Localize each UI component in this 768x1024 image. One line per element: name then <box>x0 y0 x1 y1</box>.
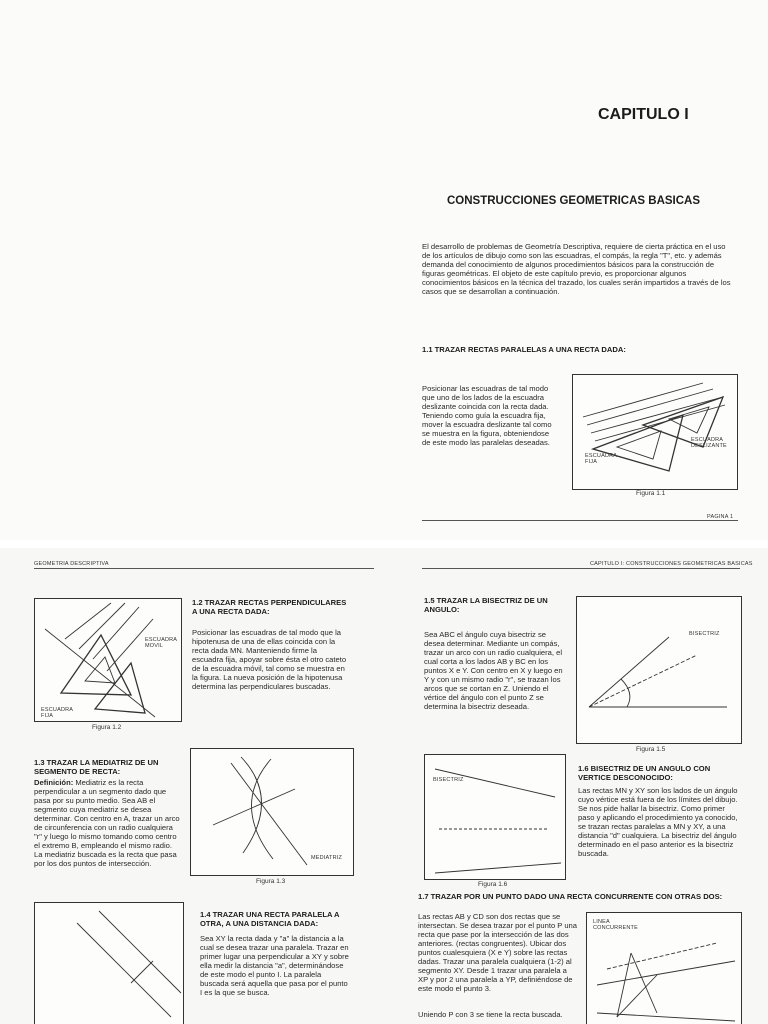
section-title: CONSTRUCCIONES GEOMETRICAS BASICAS <box>447 195 701 207</box>
section-1-7-last: Uniendo P con 3 se tiene la recta buscada. <box>418 1010 563 1019</box>
figure-1-2-caption: Figura 1.2 <box>92 724 122 731</box>
header-rule-left <box>34 568 374 569</box>
section-1-2-heading: 1.2 TRAZAR RECTAS PERPENDICULARES A UNA RECTA DADA: <box>192 598 347 616</box>
figure-1-4 <box>34 902 184 1024</box>
section-1-3-text <box>34 778 180 868</box>
fig-1-1-label-fija: ESCUADRA FIJA <box>585 453 617 465</box>
fig-1-6-label-bisectriz: BISECTRIZ <box>433 777 464 783</box>
figure-1-3-caption: Figura 1.3 <box>256 878 286 885</box>
section-1-7-heading: 1.7 TRAZAR POR UN PUNTO DADO UNA RECTA CONCURRENTE CON OTRAS DOS: <box>418 892 723 901</box>
definition-label: Definición: <box>34 778 74 787</box>
figure-1-5-drawing <box>577 597 741 743</box>
section-1-3-body: Mediatriz es la recta perpendicular a un segmento dado que pasa por su punto medio. Sea AB el segmento cuya mediatriz se desea determinar. Con centro en A, trazar un arco de circunferencia con un radio cualquiera "r" y luego lo mismo tomando como centro el extremo B, empleando el mismo radio. La mediatriz buscada es la recta que pasa por los dos puntos de intersección. <box>34 778 180 868</box>
page-number: PAGINA 1 <box>707 514 734 520</box>
section-1-1-heading: 1.1 TRAZAR RECTAS PARALELAS A UNA RECTA DADA: <box>422 345 626 354</box>
figure-1-5-caption: Figura 1.5 <box>636 746 666 753</box>
fig-1-2-label-fija: ESCUADRA FIJA <box>41 707 73 719</box>
fig-1-3-label-mediatriz: MEDIATRIZ <box>311 855 343 861</box>
section-1-6-heading: 1.6 BISECTRIZ DE UN ANGULO CON VERTICE DESCONOCIDO: <box>578 764 711 782</box>
header-rule-right <box>422 568 740 569</box>
figure-1-6-caption: Figura 1.6 <box>478 881 508 888</box>
section-1-4-text: Sea XY la recta dada y "a" la distancia a la cual se desea trazar una paralela. Trazar en primer lugar una perpendicular a XY y sobre ella medir la distancia "a", determinándose de este modo el punto I. La paralela buscada será aquella que pasa por el punto I es la que se busca. <box>200 934 349 997</box>
running-header-left: GEOMETRIA DESCRIPTIVA <box>34 561 109 567</box>
fig-1-5-label-bisectriz: BISECTRIZ <box>689 631 720 637</box>
section-1-5-heading: 1.5 TRAZAR LA BISECTRIZ DE UN ANGULO: <box>424 596 548 614</box>
figure-1-1-drawing <box>573 375 737 489</box>
figure-1-6 <box>424 754 566 880</box>
running-header-right: CAPITULO I: CONSTRUCCIONES GEOMETRICAS BASICAS <box>590 561 753 567</box>
section-1-2-text: Posicionar las escuadras de tal modo que la hipotenusa de una de ellas coincida con la recta dada MN. Manteniendo firme la escuadra fija, apoyar sobre ésta el otro cateto de la escuadra móvil, tal como se muestra en la figura. La nueva posición de la hipotenusa determina las perpendiculares buscadas. <box>192 628 347 691</box>
figure-1-4-drawing <box>35 903 183 1024</box>
section-1-4-heading: 1.4 TRAZAR UNA RECTA PARALELA A OTRA, A UNA DISTANCIA DADA: <box>200 910 340 928</box>
figure-1-1 <box>572 374 738 490</box>
fig-1-1-label-deslizante: ESCUADRA DESLIZANTE <box>691 437 727 449</box>
section-1-1-text: Posicionar las escuadras de tal modo que uno de los lados de la escuadra deslizante coincida con la recta dada. Teniendo como guía la escuadra fija, mover la escuadra deslizante tal como se muestra en la figura, obteniendose de este modo las paralelas deseadas. <box>422 384 552 447</box>
figure-1-1-caption: Figura 1.1 <box>636 490 666 497</box>
fig-1-2-label-movil: ESCUADRA MOVIL <box>145 637 177 649</box>
figure-1-3 <box>190 748 354 876</box>
figure-1-5 <box>576 596 742 744</box>
footer-rule <box>422 520 738 521</box>
section-1-6-text: Las rectas MN y XY son los lados de un ángulo cuyo vértice está fuera de los límites del dibujo. Se nos pide hallar la bisectriz. Como primer paso y aplicando el procedimiento ya conocido, se trazan rectas paralelas a MN y XY, a una distancia "d" cualquiera. La bisectriz del ángulo determinado en el paso anterior es la bisectriz buscada. <box>578 786 738 858</box>
intro-paragraph: El desarrollo de problemas de Geometría Descriptiva, requiere de cierta práctica en el uso de los artículos de dibujo como son las escuadras, el compás, la regla "T", etc. y además demanda del conocimiento de algunos procedimientos básicos para la construcción de figuras geométricas. El objeto de este capítulo previo, es proporcionar algunos conocimientos básicos en la técnica del trazado, los cuales serán impartidos a través de los casos que se desarrollan a continuación. <box>422 242 731 296</box>
page-2 <box>0 548 768 1024</box>
section-1-3-heading: 1.3 TRAZAR LA MEDIATRIZ DE UN SEGMENTO DE RECTA: <box>34 758 159 776</box>
section-1-7-text: Las rectas AB y CD son dos rectas que se intersectan. Se desea trazar por el punto P una recta que pase por la intersección de las dos anteriores. (rectas congruentes). Ubicar dos puntos cualesquiera (X e Y) sobre las rectas dadas. Trazar una paralela cualquiera (1-2) al segmento XY. Desde 1 trazar una paralela a XP y por 2 una paralela a YP, definiéndose de este modo el punto 3. <box>418 912 578 993</box>
figure-1-6-drawing <box>425 755 565 879</box>
fig-1-7-label-concurrente: LINEA CONCURRENTE <box>593 919 638 931</box>
figure-1-7 <box>586 912 742 1024</box>
figure-1-2-drawing <box>35 599 181 721</box>
chapter-title: CAPITULO I <box>598 106 689 123</box>
figure-1-2 <box>34 598 182 722</box>
section-1-5-text: Sea ABC el ángulo cuya bisectriz se desea determinar. Mediante un compás, trazar un arco con un radio cualquiera, el cual corta a los lados AB y BC en los puntos X e Y. Con centro en X y luego en Y y con un mismo radio "r", se trazan los arcos que se cortan en Z. Uniendo el vértice del ángulo con el punto Z se determina la bisectriz deseada. <box>424 630 563 711</box>
